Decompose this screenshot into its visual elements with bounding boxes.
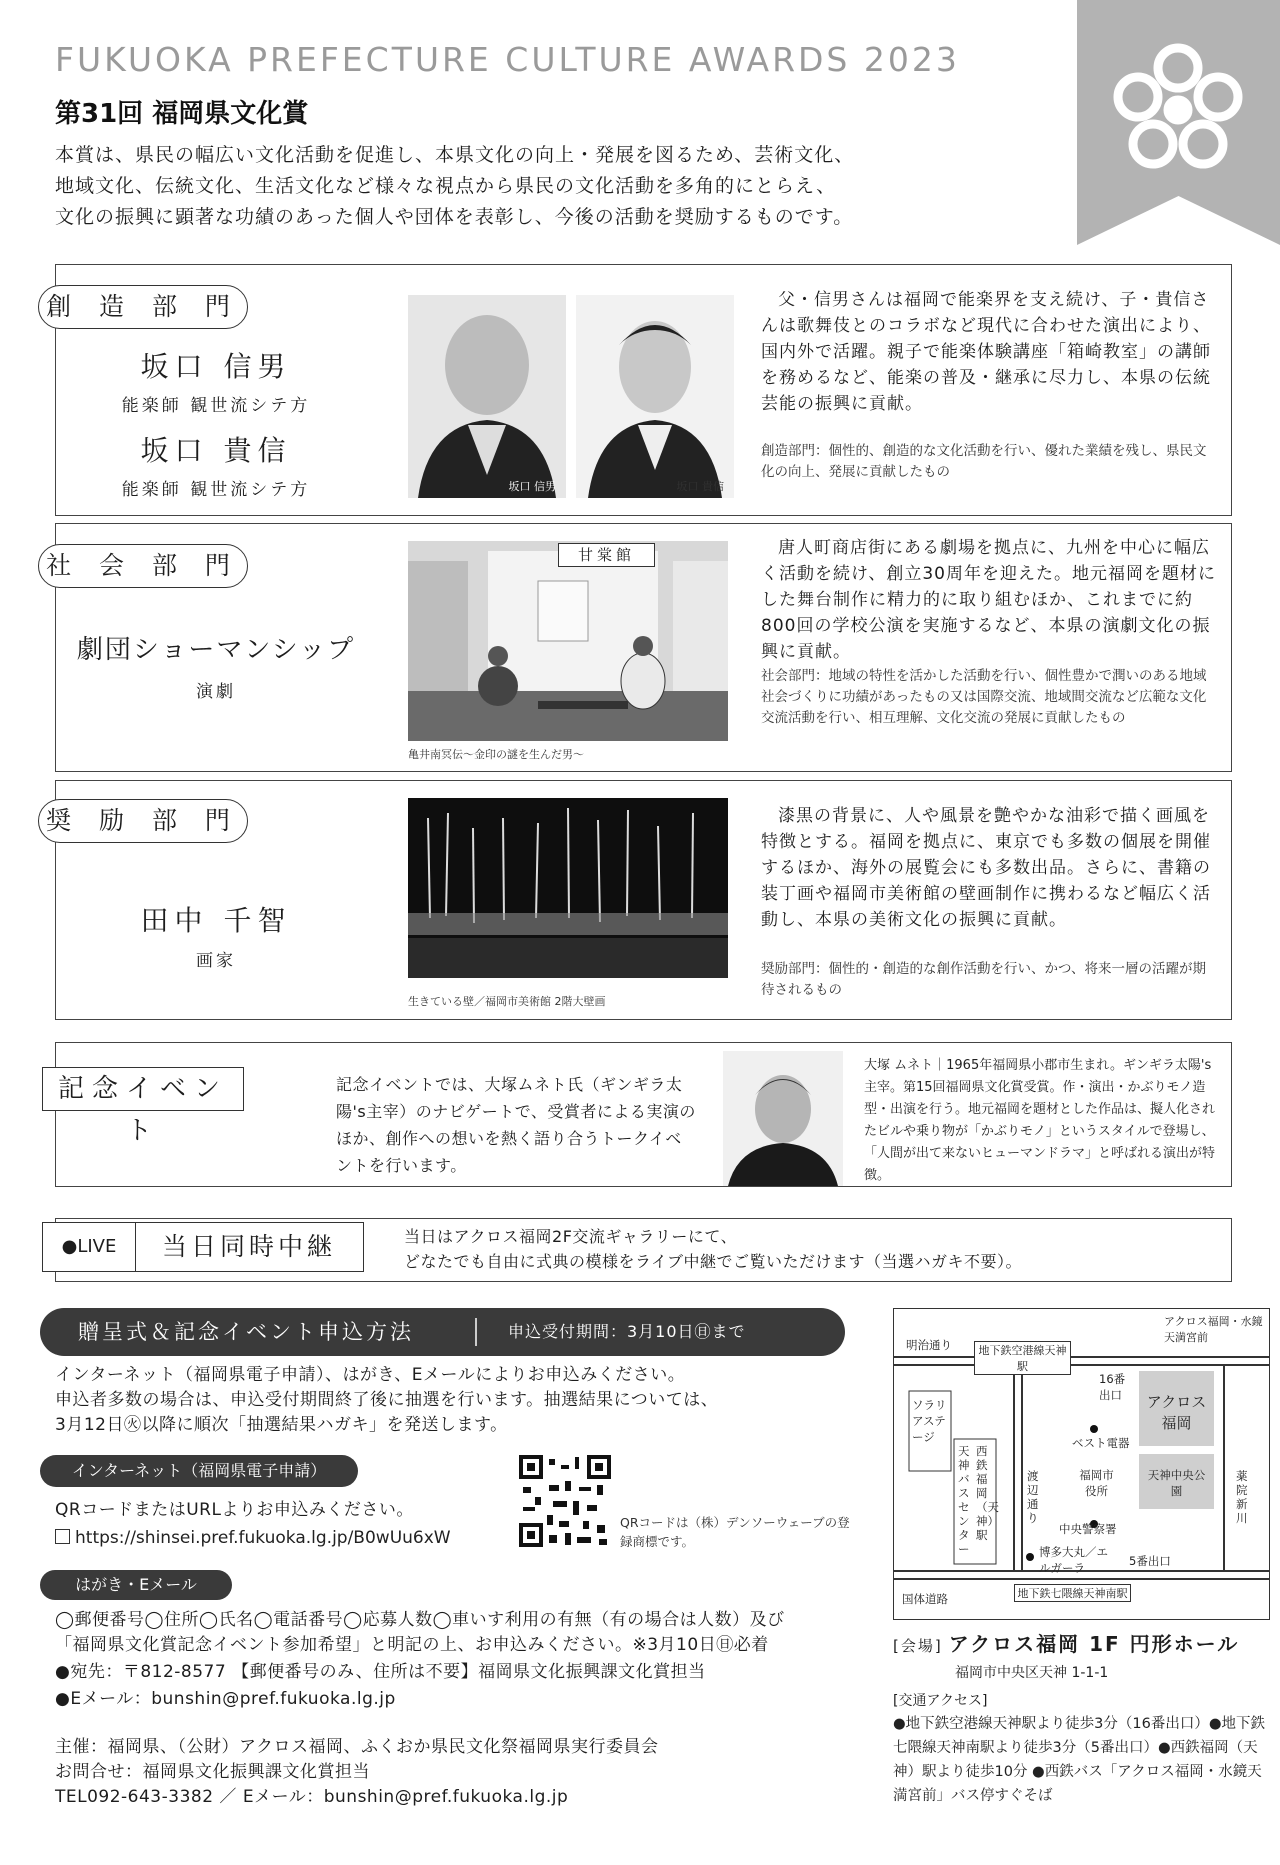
- access-label: [交通アクセス]: [893, 1693, 988, 1709]
- application-title: 贈呈式＆記念イベント申込方法: [78, 1320, 414, 1344]
- venue-name: アクロス福岡 1F 円形ホール: [948, 1632, 1240, 1656]
- bar-divider: [475, 1318, 477, 1346]
- qr-code-icon: [519, 1455, 611, 1547]
- qr-code[interactable]: [519, 1455, 611, 1547]
- live-badge: ●LIVE: [43, 1223, 136, 1271]
- access-text: ●地下鉄空港線天神駅より徒歩3分（16番出口）●地下鉄七隈線天神南駅より徒歩3分（5番出口）●西鉄福岡（天神）駅より徒歩10分 ●西鉄バス「アクロス福岡・水鏡天満宮前」バス停すぐそば: [893, 1716, 1265, 1804]
- navigator-portrait: [723, 1051, 843, 1186]
- footer-line: 主催：福岡県、（公財）アクロス福岡、ふくおか県民文化祭福岡県実行委員会: [55, 1737, 659, 1757]
- shakai-panel: [46, 523, 1232, 772]
- map-label: 博多大丸／エルガーラ: [1039, 1545, 1108, 1575]
- application-url-link[interactable]: [55, 1528, 451, 1548]
- stage-photo: [408, 541, 728, 741]
- award-criteria: 創造部門：個性的、創造的な文化活動を行い、優れた業績を残し、県民文化の向上、発展に貢献したもの: [761, 443, 1207, 480]
- map-label: アクロス福岡: [1146, 1393, 1207, 1432]
- photo-caption: 生きている壁／福岡市美術館 2階大壁画: [408, 995, 606, 1008]
- awardee-name: 坂口 貴信: [140, 434, 292, 467]
- qr-note: QRコードは（株）デンソーウェーブの登録商標です。: [620, 1515, 850, 1549]
- mail-line: ●宛先：〒812-8577 【郵便番号のみ、住所は不要】福岡県文化振興課文化賞担当: [55, 1662, 706, 1682]
- photo-caption: 亀井南冥伝～金印の謎を生んだ男～: [408, 748, 584, 761]
- map-label: 天神中央公園: [1147, 1468, 1206, 1498]
- map-label: 16番出口: [1099, 1372, 1126, 1402]
- venue-address: 福岡市中央区天神 1-1-1: [955, 1665, 1109, 1681]
- live-line: 当日はアクロス福岡2F交流ギャラリーにて、: [404, 1227, 738, 1246]
- application-line: 3月12日㊋以降に順次「抽選結果ハガキ」を発送します。: [55, 1415, 508, 1435]
- mail-line: ◯郵便番号◯住所◯氏名◯電話番号◯応募人数◯車いす利用の有無（有の場合は人数）及び: [55, 1610, 785, 1630]
- stage-scene-icon: [408, 541, 728, 741]
- plum-blossom-emblem-icon: [1077, 0, 1280, 245]
- sozo-label: 創 造 部 門: [38, 285, 248, 329]
- event-description: 記念イベントでは、大塚ムネト氏（ギンギラ太陽's主宰）のナビゲートで、受賞者による実演のほか、創作への想いを熱く語り合うトークイベントを行います。: [336, 1075, 696, 1175]
- map-label: 地下鉄空港線天神駅: [974, 1341, 1071, 1375]
- venue-tag: [会場]: [893, 1637, 943, 1655]
- intro-line: 地域文化、伝統文化、生活文化など様々な視点から県民の文化活動を多角的にとらえ、: [55, 175, 837, 197]
- intro-line: 文化の振興に顕著な功績のあった個人や団体を表彰し、今後の活動を奨励するものです。: [55, 206, 854, 228]
- mural-photo: [408, 798, 728, 978]
- shorei-panel: [46, 780, 1232, 1020]
- internet-label: インターネット（福岡県電子申請）: [40, 1455, 358, 1487]
- photo-caption: 坂口 貴信: [676, 480, 724, 493]
- application-line: 申込者多数の場合は、申込受付期間終了後に抽選を行います。抽選結果については、: [55, 1390, 719, 1410]
- intro-text: [55, 140, 955, 233]
- event-panel: [55, 1042, 1232, 1187]
- awardee-role: 能楽師 観世流シテ方: [121, 480, 311, 500]
- navigator-profile: 大塚 ムネト｜1965年福岡県小郡市生まれ。ギンギラ太陽's主宰。第15回福岡県文化賞受賞。作・演出・かぶりモノ造型・出演を行う。地元福岡を題材とした作品は、擬人化されたビルや乗り物が「かぶりモノ」というスタイルで登場し、「人間が出て来ないヒューマンドラマ」と呼ばれる演出が特徴。: [864, 1058, 1216, 1183]
- footer-line: TEL092-643-3382 ／ Eメール：bunshin@pref.fukuoka.lg.jp: [55, 1787, 569, 1807]
- access-map: [893, 1308, 1270, 1620]
- mail-line: 「福岡県文化賞記念イベント参加希望」と明記の上、お申込みください。※3月10日㊐必着: [55, 1635, 769, 1655]
- live-label-box: [42, 1222, 364, 1272]
- venue-name-line: [893, 1628, 1239, 1657]
- map-label: 西鉄福岡（天神）駅: [976, 1444, 999, 1542]
- intro-line: 本賞は、県民の幅広い文化活動を促進し、本県文化の向上・発展を図るため、芸術文化、: [55, 144, 855, 166]
- portrait-silhouette-icon: [576, 295, 734, 498]
- award-criteria: 社会部門：地域の特性を活かした活動を行い、個性豊かで潤いのある地域社会づくりに功績があったもの又は国際交流、地域間交流など広範な文化交流活動を行い、相互理解、文化交流の発展に貢献したもの: [761, 668, 1207, 726]
- application-line: インターネット（福岡県電子申請）、はがき、Eメールによりお申込みください。: [55, 1365, 686, 1385]
- live-line: どなたでも自由に式典の模様をライブ中継でご覧いただけます（当選ハガキ不要）。: [404, 1252, 1023, 1271]
- map-label: 地下鉄七隈線天神南駅: [1014, 1584, 1131, 1602]
- sozo-panel: [46, 264, 1232, 516]
- awardee-role: 画家: [196, 951, 236, 971]
- application-bar: [40, 1308, 845, 1356]
- internet-instruction: QRコードまたはURLよりお申込みください。: [55, 1500, 414, 1520]
- awardee-role: 演劇: [196, 682, 236, 702]
- map-label: 中央警察署: [1059, 1522, 1117, 1536]
- award-criteria: 奨励部門：個性的・創造的な創作活動を行い、かつ、将来一層の活躍が期待されるもの: [761, 961, 1206, 998]
- shorei-label: 奨 励 部 門: [38, 799, 248, 843]
- application-url[interactable]: https://shinsei.pref.fukuoka.lg.jp/B0wUu6xW: [75, 1528, 451, 1548]
- portrait-photo: [576, 295, 734, 498]
- stage-sign: 甘棠館: [558, 543, 655, 567]
- mail-line: ●Eメール：bunshin@pref.fukuoka.lg.jp: [55, 1689, 396, 1709]
- awardee-name: 田中 千智: [140, 904, 292, 937]
- map-label: ソラリアステージ: [912, 1398, 947, 1444]
- map-label: 福岡市役所: [1079, 1468, 1114, 1498]
- awardee-name: 劇団ショーマンシップ: [76, 635, 356, 665]
- map-label: 国体道路: [902, 1592, 948, 1606]
- application-deadline: 申込受付期間：3月10日㊐まで: [508, 1322, 746, 1341]
- map-label: ベスト電器: [1072, 1436, 1130, 1450]
- award-description: 唐人町商店街にある劇場を拠点に、九州を中心に幅広く活動を続け、創立30周年を迎えた。地元福岡を題材にした舞台制作に精力的に取り組むほか、これまでに約800回の学校公演を実施するなど、本県の演劇文化の振興に貢献。: [761, 538, 1216, 662]
- map-label: 薬院新川: [1236, 1469, 1248, 1525]
- mural-scene-icon: [408, 798, 728, 978]
- map-label: 渡辺通り: [1027, 1469, 1039, 1525]
- event-label: 記念イベント: [42, 1067, 244, 1111]
- portrait-silhouette-icon: [408, 295, 566, 498]
- map-label: アクロス福岡・水鏡天満宮前: [1164, 1315, 1263, 1344]
- live-panel: [55, 1218, 1232, 1282]
- map-label: 天神バスセンター: [958, 1444, 970, 1556]
- mail-label: はがき・Eメール: [40, 1570, 232, 1600]
- photo-caption: 坂口 信男: [508, 480, 556, 493]
- awardee-role: 能楽師 観世流シテ方: [121, 396, 311, 416]
- shakai-label: 社 会 部 門: [38, 544, 248, 588]
- english-title: FUKUOKA PREFECTURE CULTURE AWARDS 2023: [55, 40, 960, 79]
- award-description: 漆黒の背景に、人や風景を艶やかな油彩で描く画風を特徴とする。福岡を拠点に、東京でも多数の個展を開催するほか、海外の展覧会にも多数出品。さらに、書籍の装丁画や福岡市美術館の壁画制作に携わるなど幅広く活動し、本県の美術文化の振興に貢献。: [761, 806, 1211, 930]
- external-link-icon: [55, 1529, 70, 1544]
- award-description: 父・信男さんは福岡で能楽界を支え続け、子・貴信さんは歌舞伎とのコラボなど現代に合わせた演出により、国内外で活躍。親子で能楽体験講座「箱崎教室」の講師を務めるなど、能楽の普及・継承に尽力し、本県の伝統芸能の振興に貢献。: [761, 290, 1211, 414]
- awardee-name: 坂口 信男: [140, 350, 292, 383]
- japanese-title: 第31回 福岡県文化賞: [55, 99, 309, 129]
- map-label: 明治通り: [906, 1338, 952, 1352]
- portrait-silhouette-icon: [723, 1051, 843, 1186]
- live-title: 当日同時中継: [161, 1232, 336, 1261]
- footer-line: お問合せ：福岡県文化振興課文化賞担当: [55, 1762, 370, 1782]
- prefecture-emblem-banner: [1077, 0, 1280, 245]
- portrait-photo: [408, 295, 566, 498]
- map-label: 5番出口: [1129, 1554, 1171, 1568]
